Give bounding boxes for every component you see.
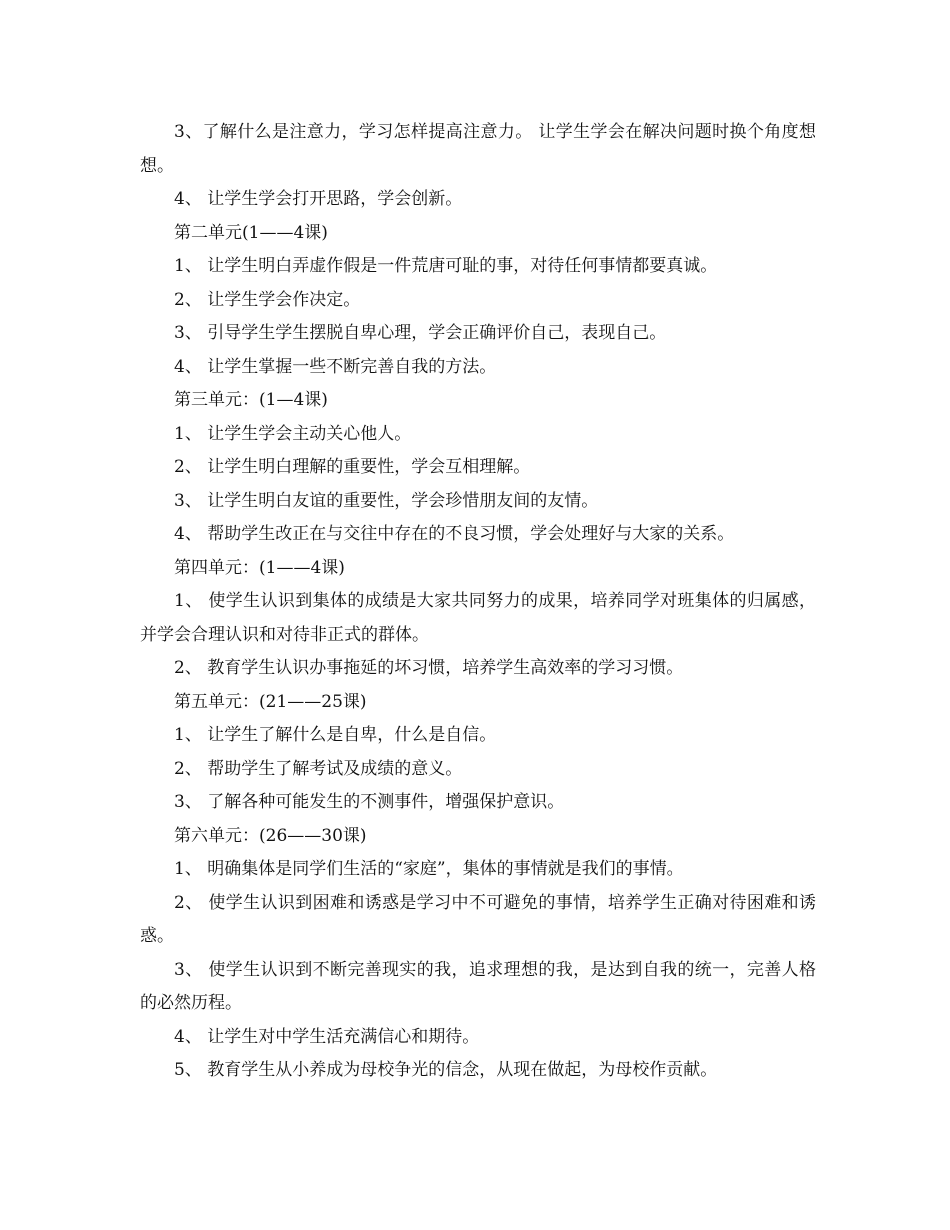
list-item: 1、 让学生明白弄虚作假是一件荒唐可耻的事，对待任何事情都要真诚。 <box>174 256 718 276</box>
list-item: 1、 让学生学会主动关心他人。 <box>174 423 412 444</box>
document-body <box>140 116 816 1088</box>
list-item: 3、了解什么是注意力，学习怎样提高注意力。 让学生学会在解决问题时换个角度想想。 <box>140 122 816 176</box>
section-heading: 第六单元：(26——30课) <box>174 825 367 846</box>
section-heading: 第三单元：(1—4课) <box>174 390 328 410</box>
list-item: 1、 明确集体是同学们生活的“家庭”，集体的事情就是我们的事情。 <box>174 859 684 879</box>
list-item: 2、 让学生明白理解的重要性，学会互相理解。 <box>174 457 531 477</box>
list-item: 2、 使学生认识到困难和诱惑是学习中不可避免的事情，培养学生正确对待困难和诱惑。 <box>140 892 816 946</box>
section-heading: 第五单元：(21——25课) <box>174 691 367 712</box>
list-item: 5、 教育学生从小养成为母校争光的信念，从现在做起，为母校作贡献。 <box>174 1060 718 1080</box>
list-item: 3、 引导学生学生摆脱自卑心理，学会正确评价自己，表现自己。 <box>174 323 667 343</box>
list-item: 2、 帮助学生了解考试及成绩的意义。 <box>174 758 463 779</box>
list-item: 4、 帮助学生改正在与交往中存在的不良习惯，学会处理好与大家的关系。 <box>174 524 735 544</box>
list-item: 4、 让学生掌握一些不断完善自我的方法。 <box>174 356 497 377</box>
section-heading: 第二单元(1——4课) <box>174 222 328 243</box>
list-item: 2、 教育学生认识办事拖延的坏习惯，培养学生高效率的学习习惯。 <box>174 658 684 678</box>
list-item: 1、 让学生了解什么是自卑，什么是自信。 <box>174 725 497 745</box>
section-heading: 第四单元：(1——4课) <box>174 557 345 578</box>
list-item: 3、 让学生明白友谊的重要性，学会珍惜朋友间的友情。 <box>174 490 599 511</box>
list-item: 4、 让学生对中学生活充满信心和期待。 <box>174 1026 480 1047</box>
list-item: 4、 让学生学会打开思路，学会创新。 <box>174 189 463 209</box>
list-item: 3、 使学生认识到不断完善现实的我，追求理想的我，是达到自我的统一，完善人格的必然历程。 <box>140 959 816 1013</box>
list-item: 1、 使学生认识到集体的成绩是大家共同努力的成果，培养同学对班集体的归属感，并学会合理认识和对待非正式的群体。 <box>140 591 816 645</box>
list-item: 3、 了解各种可能发生的不测事件，增强保护意识。 <box>174 792 565 812</box>
list-item: 2、 让学生学会作决定。 <box>174 289 361 310</box>
